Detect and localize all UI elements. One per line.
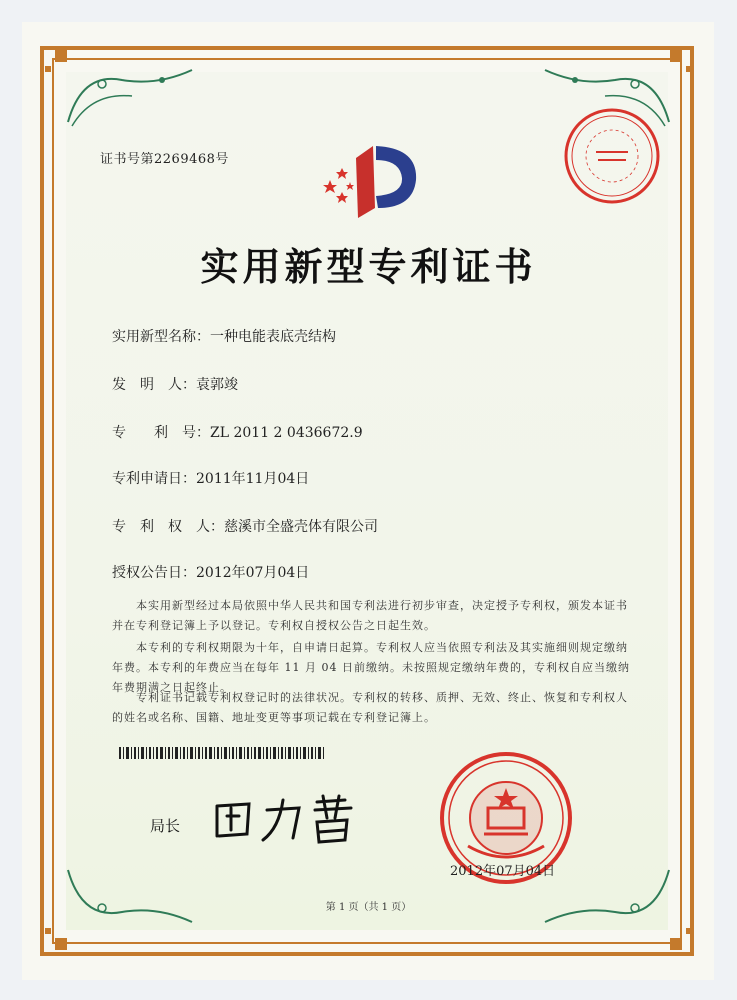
field-value: 一种电能表底壳结构 <box>210 329 336 345</box>
chief-label: 局长 <box>150 817 181 835</box>
seal-date: 2012年07月04日 <box>450 864 556 879</box>
field-label: 专利申请日： <box>112 471 196 487</box>
certificate-title: 实用新型专利证书 <box>200 244 537 289</box>
corner-square <box>55 938 67 950</box>
body-paragraph: 专利证书记载专利权登记时的法律状况。专利权的转移、质押、无效、终止、恢复和专利权人的姓名或名称、国籍、地址变更等事项记载在专利登记簿上。 <box>112 691 628 724</box>
certificate-number-suffix: 号 <box>215 152 229 167</box>
corner-ornament-icon <box>62 860 202 930</box>
field-value: 慈溪市全盛壳体有限公司 <box>224 519 378 535</box>
field-application-date <box>112 468 309 488</box>
field-label: 发 明 人： <box>112 377 196 393</box>
barcode-icon <box>119 747 324 759</box>
field-label: 授权公告日： <box>112 565 196 581</box>
office-seal-icon <box>560 104 664 208</box>
body-paragraph: 本实用新型经过本局依照中华人民共和国专利法进行初步审查，决定授予专利权，颁发本证书并在专利登记簿上予以登记。专利权自授权公告之日起生效。 <box>112 599 628 632</box>
sipo-logo-icon <box>318 138 428 226</box>
handwritten-signature <box>205 788 365 848</box>
corner-square <box>55 50 67 62</box>
corner-square <box>45 66 51 72</box>
field-label: 专 利 号： <box>112 425 210 441</box>
field-value: 袁郭竣 <box>196 377 238 393</box>
field-patent-number <box>112 422 363 442</box>
page-number: 第 1 页（共 1 页） <box>325 902 412 913</box>
corner-square <box>670 50 682 62</box>
certificate-number-label: 证书号第 <box>100 152 155 167</box>
field-value: ZL 2011 2 0436672.9 <box>210 425 363 441</box>
corner-ornament-icon <box>62 62 202 132</box>
corner-square <box>670 938 682 950</box>
field-grant-date <box>112 562 309 582</box>
field-value: 2011年11月04日 <box>196 471 310 487</box>
field-inventor <box>112 374 238 394</box>
field-utility-model-name <box>112 326 336 346</box>
field-patentee <box>112 516 378 536</box>
field-label: 专 利 权 人： <box>112 519 224 535</box>
field-value: 2012年07月04日 <box>196 565 310 581</box>
certificate-number <box>100 148 229 167</box>
certificate-number-value: 2269468 <box>154 152 216 167</box>
corner-square <box>45 928 51 934</box>
corner-square <box>686 928 692 934</box>
body-paragraph: 本专利的专利权期限为十年，自申请日起算。专利权人应当依照专利法及其实施细则规定缴纳年费。本专利的年费应当在每年 11 月 04 日前缴纳。未按照规定缴纳年费的，专利权自应当缴纳年费期满之日起终止。 <box>112 641 630 694</box>
corner-square <box>686 66 692 72</box>
field-label: 实用新型名称： <box>112 329 210 345</box>
